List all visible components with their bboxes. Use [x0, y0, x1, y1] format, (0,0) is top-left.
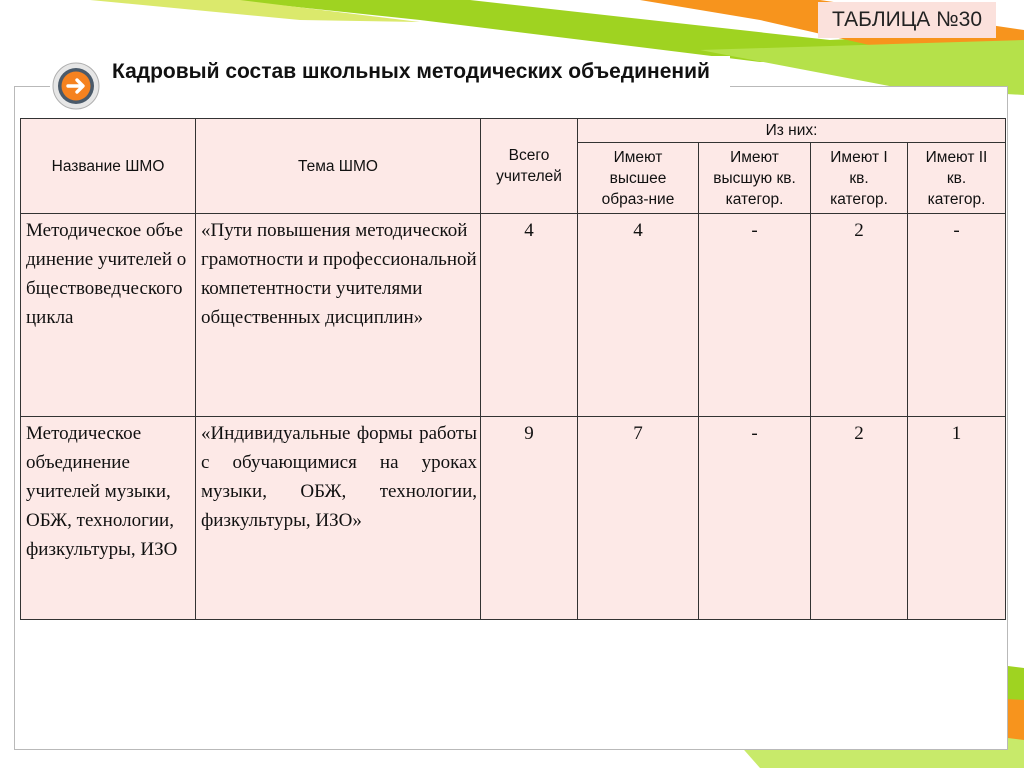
header-second-category: Имеют II кв. категор.	[908, 143, 1006, 214]
row-first-category: 2	[811, 417, 908, 620]
row-second-category: -	[908, 214, 1006, 417]
row-total: 4	[481, 214, 578, 417]
row-theme: «Пути повышения методической грамотности и профессиональной компетентности учителями общественных дисциплин»	[196, 214, 481, 417]
header-theme: Тема ШМО	[196, 119, 481, 214]
staff-table	[20, 118, 1006, 620]
row-name: Методическое объединение учителей музыки, ОБЖ, технологии, физкультуры, ИЗО	[21, 417, 196, 620]
header-first-category: Имеют I кв. категор.	[811, 143, 908, 214]
row-total: 9	[481, 417, 578, 620]
table-row	[21, 417, 1006, 620]
arrow-right-circle-icon[interactable]	[52, 62, 100, 110]
row-first-category: 2	[811, 214, 908, 417]
row-higher-education: 7	[578, 417, 699, 620]
header-total: Всего учителей	[481, 119, 578, 214]
row-highest-category: -	[699, 214, 811, 417]
table-number-badge: ТАБЛИЦА №30	[818, 2, 996, 38]
row-name: Методическое объединение учителей обществоведческого цикла	[21, 214, 196, 417]
row-second-category: 1	[908, 417, 1006, 620]
row-highest-category: -	[699, 417, 811, 620]
row-theme: «Индивидуальные формы работы с обучающимися на уроках музыки, ОБЖ, технологии, физкультуры, ИЗО»	[196, 417, 481, 620]
header-higher-education: Имеют высшее образ-ние	[578, 143, 699, 214]
page-title: Кадровый состав школьных методических объединений	[112, 60, 710, 83]
header-of-them: Из них:	[578, 119, 1006, 143]
table-row	[21, 214, 1006, 417]
header-highest-category: Имеют высшую кв. категор.	[699, 143, 811, 214]
row-higher-education: 4	[578, 214, 699, 417]
header-name: Название ШМО	[21, 119, 196, 214]
